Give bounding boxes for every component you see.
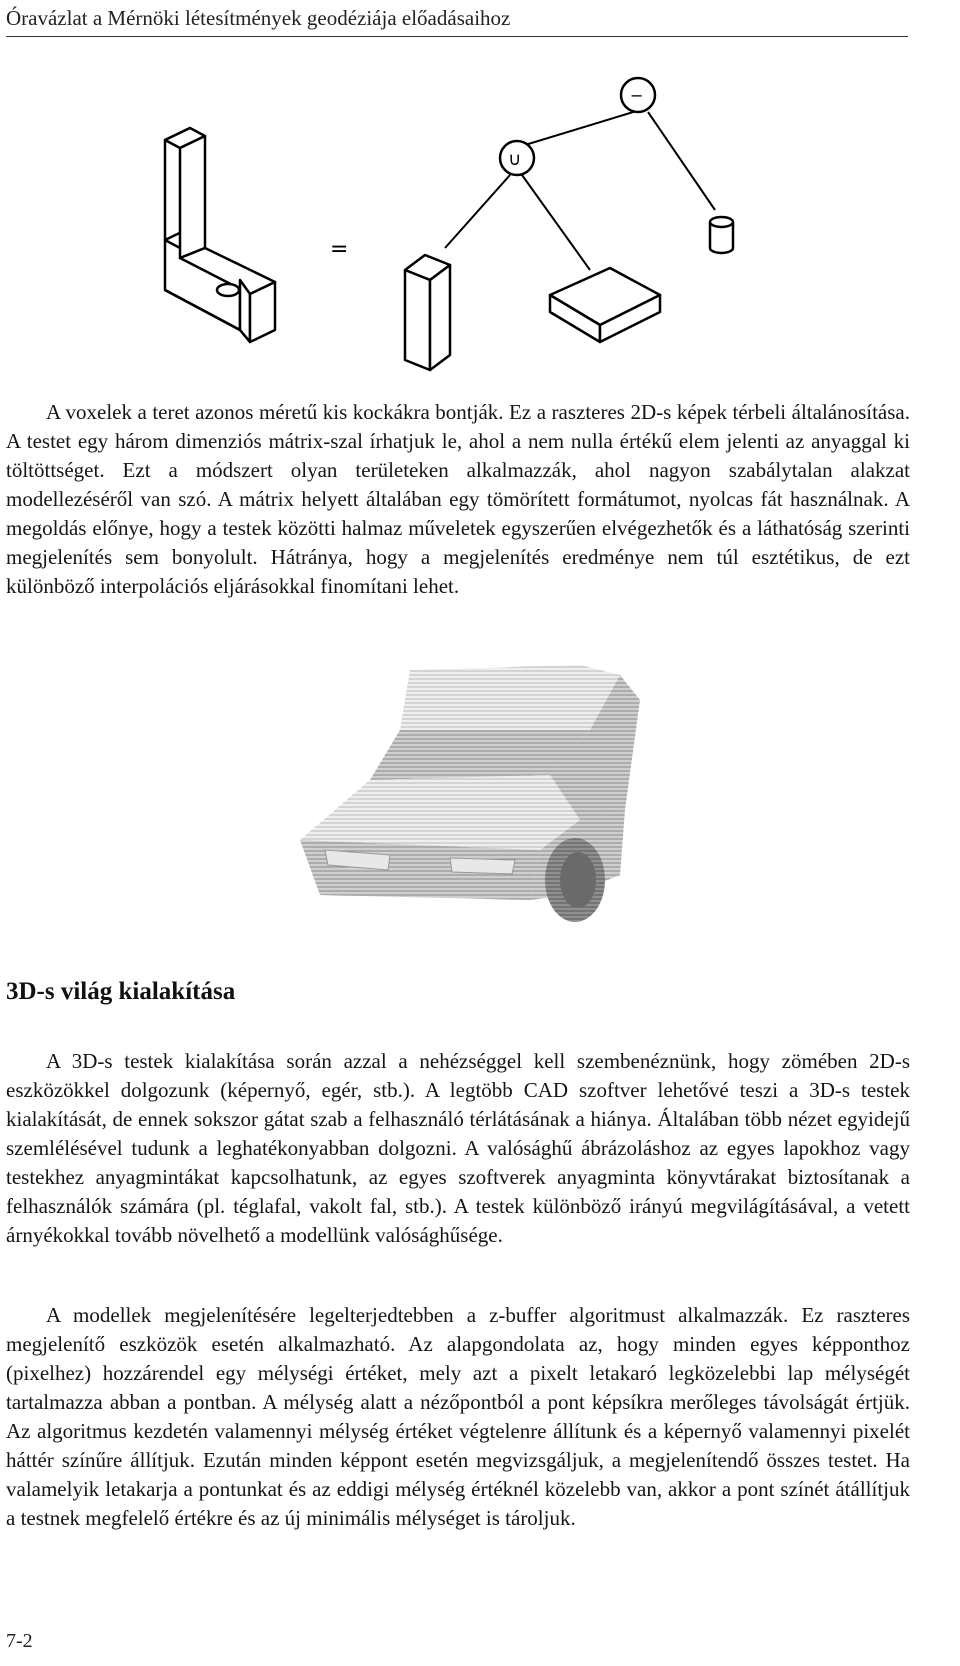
- tall-box-primitive: [405, 255, 450, 370]
- voxel-paragraph: A voxelek a teret azonos méretű kis kockákra bontják. Ez a raszteres 2D-s képek térbeli általánosítása. A testet egy három dimenziós mátrix-szal írhatjuk le, ahol a nem nulla értékű elem jelenti az anyaggal ki töltöttséget. Ezt a módszert olyan területeken alkalmazzák, ahol nagyon szabálytalan alakzat modellezéséről van szó. A mátrix helyett általában egy tömörített formátumot, nyolcas fát használnak. A megoldás előnye, hogy a testek közötti halmaz műveletek egyszerűen elvégezhetők és a láthatóság szerinti megjelenítés sem bonyolult. Hátránya, hogy a megjelenítés eredménye nem túl esztétikus, de ezt különböző interpolációs eljárásokkal finomítani lehet.: [6, 400, 910, 598]
- union-icon: ∪: [508, 149, 522, 170]
- l-bracket-solid: [165, 128, 275, 342]
- page-header: [6, 0, 908, 37]
- flat-box-primitive: [550, 268, 660, 342]
- minus-icon: −: [630, 86, 644, 105]
- cylinder-primitive: [710, 217, 733, 253]
- voxel-car-image: [280, 660, 690, 950]
- section-title: 3D-s világ kialakítása: [6, 978, 236, 1005]
- page-number: 7-2: [6, 1630, 33, 1652]
- world-building-paragraph: A 3D-s testek kialakítása során azzal a nehézséggel kell szembenéznünk, hogy zömében 2D-s eszközökkel dolgozunk (képernyő, egér, stb.). A legtöbb CAD szoftver lehetővé teszi a 3D-s testek kialakítását, de ennek sokszor gátat szab a felhasználó térlátásának a hiánya. Általában több nézet egyidejű szemlélésével tudunk a leghatékonyabban dolgozni. A valósághű ábrázoláshoz az egyes lapokhoz vagy testekhez anyagmintákat kapcsolhatunk, az egyes szoftverek anyagminta könyvtárakat biztosítanak a felhasználók számára (pl. téglafal, vakolt fal, stb.). A testek különböző irányú megvilágításával, a vetett árnyékokkal tovább növelhető a modellünk valósághűsége.: [6, 1049, 910, 1247]
- csg-tree-figure: [150, 70, 800, 380]
- zbuffer-paragraph: A modellek megjelenítésére legelterjedtebben a z-buffer algoritmust alkalmazzák. Ez raszteres megjelenítő eszközök esetén alkalmazható. Az alapgondolata az, hogy minden egyes képponthoz (pixelhez) hozzárendel egy mélységi értéket, mely azt a pixelt letakaró legközelebbi lap mélységét tartalmazza abban a pontban. A mélység alatt a nézőpontból a pont képsíkra merőleges távolságát értjük. Az algoritmus kezdetén valamennyi mélység értéket végtelenre állítunk és a képernyő valamennyi pixelét háttér színűre állítjuk. Ezután minden képpont esetén megvizsgáljuk, a megjelenítendő összes testet. Ha valamelyik letakarja a pontunkat és az eddigi mélység értéknél közelebb van, akkor a pont színét átállítjuk a testnek megfelelő értékre és az új minimális mélységet is tároljuk.: [6, 1303, 910, 1530]
- minus-operator-node: [621, 78, 655, 112]
- union-operator-node: [500, 141, 534, 175]
- header-title: Óravázlat a Mérnöki létesítmények geodéziája előadásaihoz: [6, 6, 511, 30]
- equals-sign: =: [330, 237, 349, 262]
- tree-edges: [445, 110, 715, 270]
